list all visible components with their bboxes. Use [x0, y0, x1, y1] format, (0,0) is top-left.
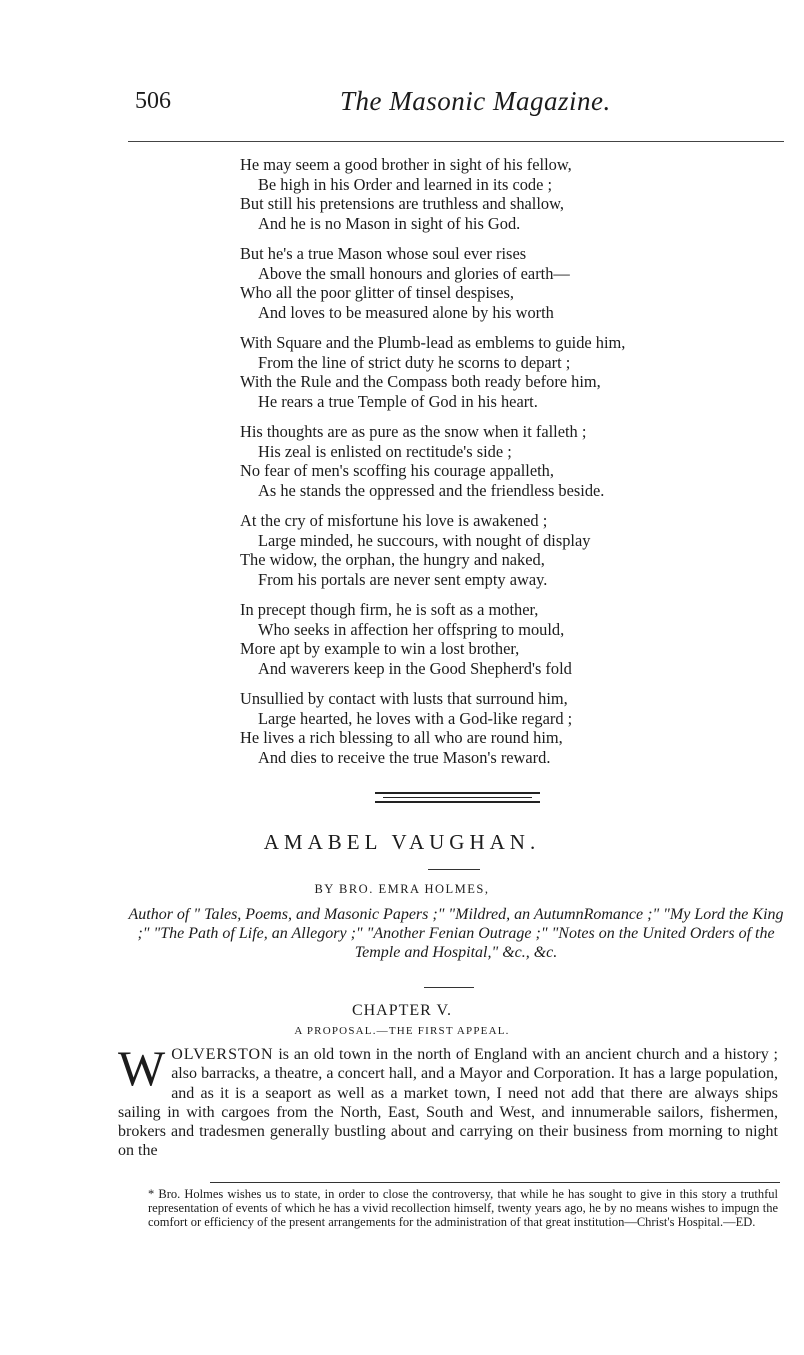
stanza — [240, 244, 760, 322]
chapter-subtitle: A PROPOSAL.—THE FIRST APPEAL. — [294, 1025, 510, 1037]
poem-line: But he's a true Mason whose soul ever rises — [240, 244, 527, 263]
credits-rule — [424, 987, 474, 988]
poem-line: With Square and the Plumb-lead as emblems to guide him, — [240, 333, 626, 352]
story-title: AMABEL VAUGHAN. — [263, 830, 541, 854]
poem-line: At the cry of misfortune his love is awakened ; — [240, 511, 548, 530]
poem-line: As he stands the oppressed and the friendless beside. — [258, 480, 605, 500]
header-rule — [128, 141, 784, 142]
footnote-text: * Bro. Holmes wishes us to state, in order to close the controversy, that while he has sought to give in this story a truthful representation of events of which he has a vivid recollection himself, twenty years ago, he by no means wishes to impugn the comfort or efficiency of the present arrangements for the administration of that great institution—Christ's Hospital.—ED. — [148, 1187, 778, 1230]
stanza — [240, 155, 760, 233]
poem-line: But still his pretensions are truthless and shallow, — [240, 194, 564, 213]
poem-line: And loves to be measured alone by his worth — [258, 302, 554, 322]
poem-line: Who seeks in affection her offspring to mould, — [258, 619, 565, 639]
poem — [240, 155, 760, 778]
body-text: is an old town in the north of England with an ancient church and a history ; also barracks, a theatre, a concert hall, and a Mayor and Corporation. It has a large population, and as it is a seaport as well as a market town, I need not add that there are always ships sailing in with cargoes from the North, East, South and West, and innumerable sailors, fishermen, brokers and tradesmen generally bustling about and carrying on their business from morning to night on the — [118, 1046, 778, 1160]
poem-line: Large hearted, he loves with a God-like regard ; — [258, 708, 573, 728]
stanza — [240, 511, 760, 589]
stanza — [240, 600, 760, 678]
poem-line: Be high in his Order and learned in its code ; — [258, 174, 553, 194]
poem-line: His thoughts are as pure as the snow when it falleth ; — [240, 422, 587, 441]
poem-line: From his portals are never sent empty away. — [258, 569, 548, 589]
poem-line: In precept though firm, he is soft as a mother, — [240, 600, 539, 619]
poem-line: From the line of strict duty he scorns to depart ; — [258, 352, 571, 372]
page-number: 506 — [135, 88, 171, 114]
poem-line: No fear of men's scoffing his courage appalleth, — [240, 461, 554, 480]
poem-line: Large minded, he succours, with nought of display — [258, 530, 591, 550]
poem-line: Above the small honours and glories of earth— — [258, 263, 570, 283]
poem-line: Who all the poor glitter of tinsel despises, — [240, 283, 515, 302]
stanza — [240, 333, 760, 411]
body-paragraph — [118, 1040, 778, 1161]
footnote-rule — [210, 1182, 780, 1183]
byline: BY BRO. EMRA HOLMES, — [314, 882, 490, 896]
poem-line: His zeal is enlisted on rectitude's side ; — [258, 441, 512, 461]
chapter-heading: CHAPTER V. — [351, 1002, 453, 1019]
poem-line: He rears a true Temple of God in his heart. — [258, 391, 538, 411]
first-word: OLVERSTON — [171, 1046, 274, 1063]
poem-line: He lives a rich blessing to all who are round him, — [240, 728, 563, 747]
poem-line: And waverers keep in the Good Shepherd's fold — [258, 658, 572, 678]
poem-line: And dies to receive the true Mason's reward. — [258, 747, 551, 767]
poem-line: More apt by example to win a lost brother, — [240, 639, 520, 658]
page-header — [0, 86, 804, 126]
drop-cap: W — [118, 1040, 166, 1096]
stanza — [240, 689, 760, 767]
author-credits: Author of " Tales, Poems, and Masonic Papers ;" "Mildred, an AutumnRomance ;" "My Lord the King ;" "The Path of Life, an Allegory ;" "Another Fenian Outrage ;" "Notes on the United Orders of the Temple and Hospital," &c., &c. — [128, 906, 784, 961]
stanza — [240, 422, 760, 500]
section-divider — [375, 792, 540, 806]
poem-line: With the Rule and the Compass both ready before him, — [240, 372, 601, 391]
running-title: The Masonic Magazine. — [340, 86, 611, 116]
poem-line: And he is no Mason in sight of his God. — [258, 213, 521, 233]
title-rule — [428, 869, 480, 870]
poem-line: He may seem a good brother in sight of his fellow, — [240, 155, 572, 174]
poem-line: The widow, the orphan, the hungry and naked, — [240, 550, 545, 569]
poem-line: Unsullied by contact with lusts that surround him, — [240, 689, 568, 708]
footnote — [118, 1187, 778, 1230]
